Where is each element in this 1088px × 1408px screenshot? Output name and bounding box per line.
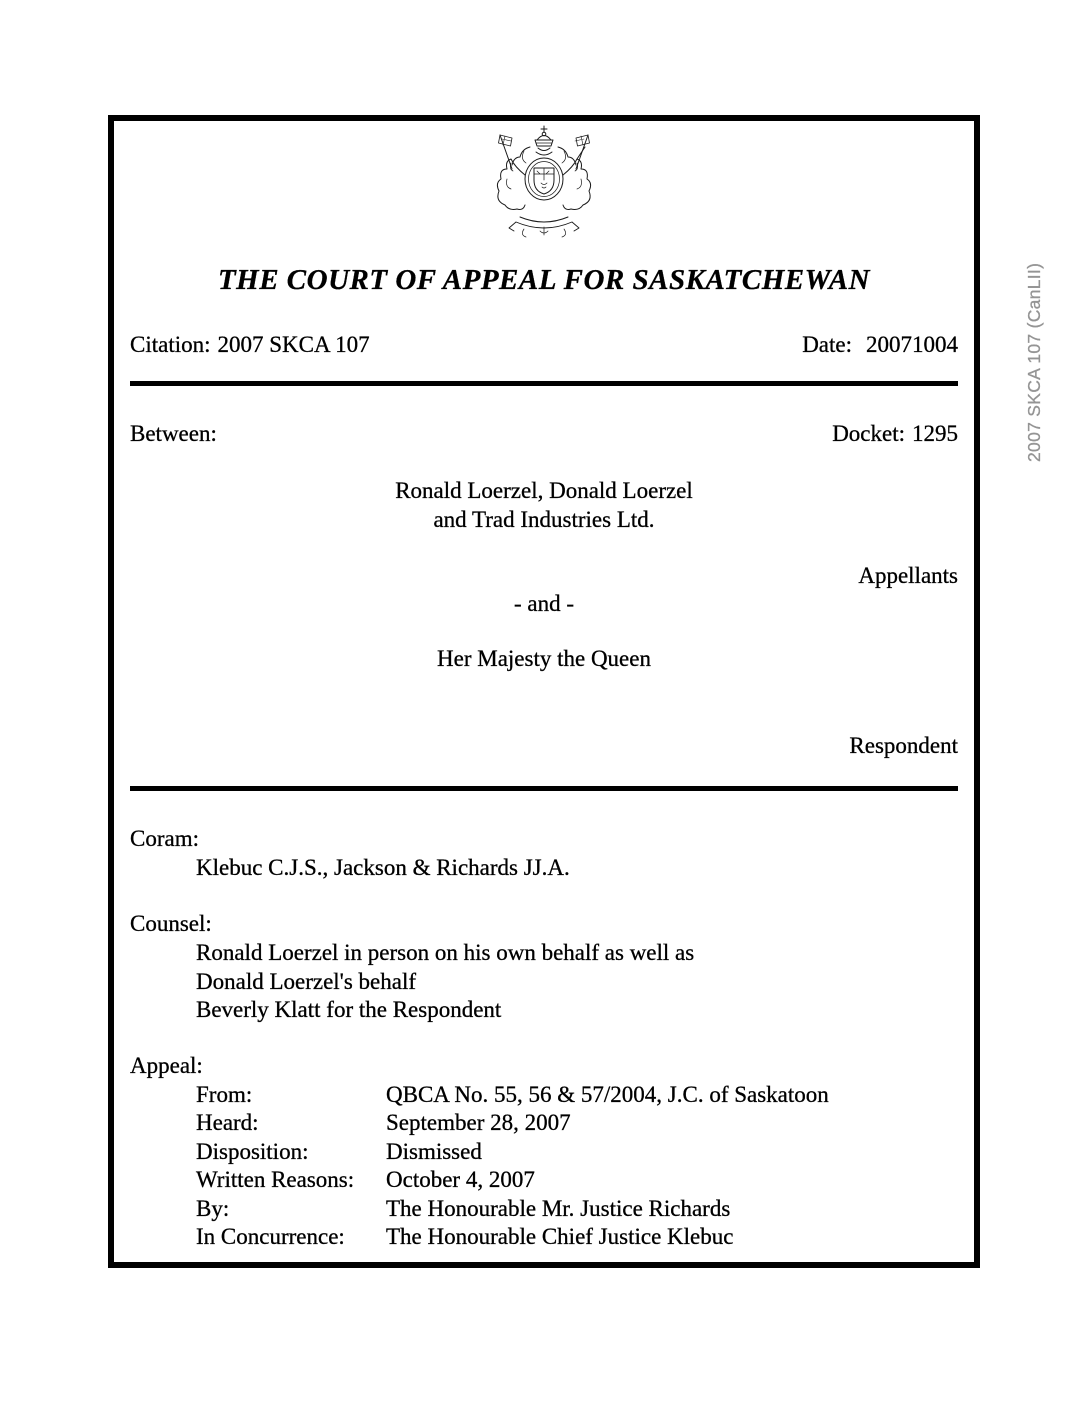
citation-value: 2007 SKCA 107: [217, 332, 370, 357]
date-label: Date:: [802, 332, 852, 357]
appeal-row-label: From:: [196, 1082, 253, 1107]
counsel-line: Donald Loerzel's behalf: [196, 968, 416, 994]
appeal-row-value: The Honourable Chief Justice Klebuc: [386, 1224, 734, 1250]
respondent-designation: Respondent: [849, 733, 958, 758]
counsel-line: Ronald Loerzel in person on his own behalf as well as: [196, 940, 695, 965]
appellant-names-line2: and Trad Industries Ltd.: [433, 507, 655, 532]
citation-date-row: [130, 332, 958, 358]
appeal-row-label: By:: [196, 1195, 230, 1221]
appeal-row-value: The Honourable Mr. Justice Richards: [386, 1195, 731, 1221]
coram-label: Coram:: [130, 826, 199, 851]
docket-label: Docket:: [832, 421, 905, 446]
parties-rule: [130, 786, 958, 791]
header-rule: [130, 381, 958, 386]
appellant-names: [114, 476, 974, 534]
date-value: 20071004: [866, 332, 958, 357]
counsel-lines: [196, 939, 694, 1025]
coram-value: Klebuc C.J.S., Jackson & Richards JJ.A.: [196, 855, 570, 880]
appellants-designation: Appellants: [858, 563, 958, 588]
appeal-row-value: September 28, 2007: [386, 1110, 571, 1136]
citation: [130, 332, 370, 358]
citation-label: Citation:: [130, 332, 211, 357]
counsel-line: Beverly Klatt for the Respondent: [196, 997, 502, 1023]
appeal-row-value: Dismissed: [386, 1138, 482, 1164]
between-label: Between:: [130, 421, 217, 446]
and-separator: - and -: [513, 591, 575, 616]
respondent-name: Her Majesty the Queen: [437, 646, 651, 671]
appeal-row-label: Disposition:: [196, 1138, 309, 1164]
counsel-label: Counsel:: [130, 911, 212, 936]
appellant-names-line1: Ronald Loerzel, Donald Loerzel: [395, 478, 693, 503]
canlii-watermark: 2007 SKCA 107 (CanLII): [1024, 262, 1044, 462]
appeal-row-label: Written Reasons:: [196, 1167, 355, 1193]
date: [802, 332, 958, 358]
appeal-row-label: In Concurrence:: [196, 1224, 345, 1250]
docket: [832, 421, 958, 447]
court-title: THE COURT OF APPEAL FOR SASKATCHEWAN: [217, 264, 871, 296]
appeal-details-table: [196, 1081, 966, 1251]
appeal-label: Appeal:: [130, 1053, 203, 1078]
appeal-row-value: QBCA No. 55, 56 & 57/2004, J.C. of Saskatoon: [386, 1082, 829, 1107]
coat-of-arms-icon: [478, 122, 610, 246]
between-docket-row: [130, 421, 958, 447]
appeal-row-value: October 4, 2007: [386, 1167, 535, 1193]
appeal-row-label: Heard:: [196, 1110, 259, 1136]
docket-value: 1295: [912, 421, 958, 446]
